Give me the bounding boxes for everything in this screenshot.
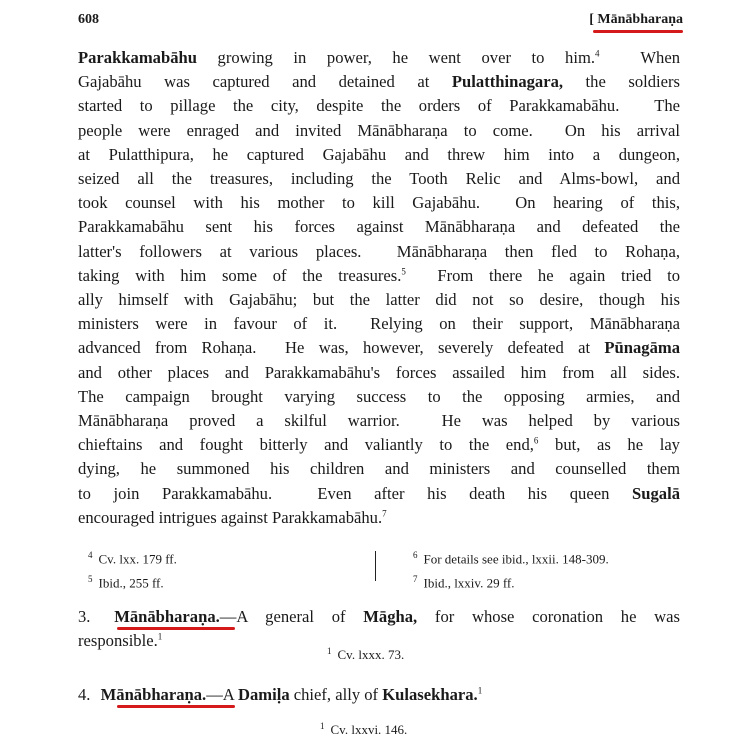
entry-4-line-1 bbox=[78, 683, 680, 707]
paragraph-line bbox=[78, 506, 680, 530]
footnote-mark: 6 bbox=[413, 550, 418, 560]
bold-term: Parakkamabāhu bbox=[78, 48, 197, 67]
text-run: growing in power, he went over to him. bbox=[196, 48, 596, 67]
entry-3-footnote-mark: 1 bbox=[327, 645, 332, 656]
footnote-reference: 4 bbox=[595, 48, 600, 59]
footnote-text: For details see ibid., lxxii. 148-309. bbox=[423, 551, 609, 567]
footnote-mark: 4 bbox=[88, 550, 93, 560]
footnote-reference: 7 bbox=[382, 508, 387, 519]
entry-3-term: Māgha, bbox=[363, 607, 418, 626]
text-run: ministers were in favour of it. Relying on their support, Mānābharaṇa bbox=[78, 314, 680, 334]
paragraph-line bbox=[78, 70, 680, 94]
entry-4-headword: Mānābharaṇa. bbox=[100, 685, 207, 704]
main-paragraph bbox=[78, 46, 680, 530]
text-run: Parakkamabāhu sent his forces against Mānābharaṇa and defeated the bbox=[78, 217, 680, 237]
entry-4-term-2: Kulasekhara. bbox=[382, 685, 478, 704]
footnotes bbox=[88, 545, 688, 591]
entry-4 bbox=[78, 683, 680, 707]
running-head: [ Mānābharaṇa bbox=[589, 12, 683, 27]
paragraph-line bbox=[78, 385, 680, 409]
text-run: Gajabāhu was captured and detained at bbox=[78, 72, 452, 92]
paragraph-line bbox=[78, 336, 680, 360]
text-run: started to pillage the city, despite the orders of Parakkamabāhu. The bbox=[78, 96, 680, 116]
entry-3-headword-underline bbox=[117, 627, 235, 630]
paragraph-line bbox=[78, 433, 680, 457]
running-head-underline bbox=[593, 30, 683, 33]
entry-3-line-2-text: responsible. bbox=[78, 631, 158, 650]
entry-3-headword: Mānābharaṇa. bbox=[114, 607, 220, 626]
paragraph-line bbox=[78, 361, 680, 385]
footnote-text: Cv. lxx. 179 ff. bbox=[98, 551, 177, 567]
text-run: but, as he lay bbox=[538, 435, 680, 455]
paragraph-line bbox=[78, 215, 680, 239]
text-run: When bbox=[599, 48, 680, 67]
entry-3-line-1 bbox=[78, 605, 680, 629]
footnote-text: Ibid., lxxiv. 29 ff. bbox=[423, 575, 515, 591]
bold-term: Sugalā bbox=[632, 483, 680, 503]
text-run: to join Parakkamabāhu. Even after his death his queen bbox=[78, 483, 633, 503]
paragraph-line bbox=[78, 191, 680, 215]
entry-4-footnote bbox=[320, 722, 407, 738]
paragraph-line bbox=[78, 46, 680, 70]
footnote-mark: 7 bbox=[413, 574, 418, 585]
paragraph-line bbox=[78, 119, 680, 143]
entry-3-number: 3. bbox=[78, 607, 91, 626]
text-run: took counsel with his mother to kill Gajabāhu. On hearing of this, bbox=[78, 193, 680, 213]
entry-3-desc-tail: for whose coronation he was bbox=[417, 607, 680, 626]
entry-4-footnote-mark: 1 bbox=[320, 720, 325, 731]
page-number: 608 bbox=[78, 12, 99, 27]
text-run: encouraged intrigues against Parakkamabāhu. bbox=[78, 507, 383, 527]
footnote-row bbox=[413, 569, 693, 593]
text-run: the soldiers bbox=[563, 72, 680, 92]
text-run: taking with him some of the treasures. bbox=[78, 265, 402, 285]
bold-term: Pūnagāma bbox=[604, 338, 680, 358]
paragraph-line bbox=[78, 482, 680, 506]
footnote-reference: 5 bbox=[401, 266, 406, 277]
footnote-row bbox=[88, 545, 358, 569]
text-run: From there he again tried to bbox=[405, 265, 681, 285]
text-run: The campaign brought varying success to the opposing armies, and bbox=[78, 386, 680, 406]
entry-4-headword-underline bbox=[117, 705, 235, 708]
footnote-divider bbox=[375, 551, 376, 581]
entry-4-desc-tail: chief, ally of bbox=[289, 685, 383, 704]
entry-4-term: Damiḷa bbox=[238, 685, 290, 704]
entry-4-sup: 1 bbox=[477, 685, 483, 696]
bold-term: Pulatthinagara, bbox=[451, 72, 564, 92]
footnote-row bbox=[413, 545, 693, 569]
text-run: latter's followers at various places. Mānābharaṇa then fled to Rohaṇa, bbox=[78, 241, 680, 261]
footnote-row bbox=[88, 569, 358, 593]
paragraph-line bbox=[78, 264, 680, 288]
entry-3-footnote-text: Cv. lxxx. 73. bbox=[337, 647, 405, 662]
footnote-mark: 5 bbox=[88, 574, 93, 585]
footnotes-right-column bbox=[413, 545, 693, 594]
text-run: seized all the treasures, including the Tooth Relic and Alms-bowl, and bbox=[78, 169, 680, 189]
footnotes-left-column bbox=[88, 545, 358, 594]
paragraph-line bbox=[78, 288, 680, 312]
entry-3-footnote bbox=[327, 647, 404, 663]
text-run: ally himself with Gajabāhu; but the latter did not so desire, though his bbox=[78, 290, 680, 310]
entry-3-desc: —A general of bbox=[219, 607, 364, 626]
paragraph-line bbox=[78, 409, 680, 433]
text-run: advanced from Rohaṇa. He was, however, severely defeated at bbox=[78, 338, 605, 358]
text-run: people were enraged and invited Mānābharaṇa to come. On his arrival bbox=[78, 120, 680, 140]
paragraph-line bbox=[78, 143, 680, 167]
text-run: and other places and Parakkamabāhu's forces assailed him from all sides. bbox=[78, 362, 680, 382]
paragraph-line bbox=[78, 457, 680, 481]
paragraph-line bbox=[78, 240, 680, 264]
entry-4-desc: —A bbox=[206, 685, 238, 704]
text-run: Mānābharaṇa proved a skilful warrior. He was helped by various bbox=[78, 411, 680, 431]
entry-4-number: 4. bbox=[78, 685, 91, 704]
paragraph-line bbox=[78, 312, 680, 336]
entry-3-sup: 1 bbox=[157, 631, 163, 642]
page-header bbox=[78, 8, 683, 32]
text-run: chieftains and fought bitterly and valiantly to the end, bbox=[78, 435, 534, 455]
footnote-reference: 6 bbox=[533, 435, 539, 446]
text-run: at Pulatthipura, he captured Gajabāhu and threw him into a dungeon, bbox=[78, 144, 680, 164]
text-run: dying, he summoned his children and ministers and counselled them bbox=[78, 459, 680, 479]
entry-4-footnote-text: Cv. lxxvi. 146. bbox=[330, 722, 408, 737]
paragraph-line bbox=[78, 94, 680, 118]
footnote-text: Ibid., 255 ff. bbox=[98, 575, 164, 591]
paragraph-line bbox=[78, 167, 680, 191]
